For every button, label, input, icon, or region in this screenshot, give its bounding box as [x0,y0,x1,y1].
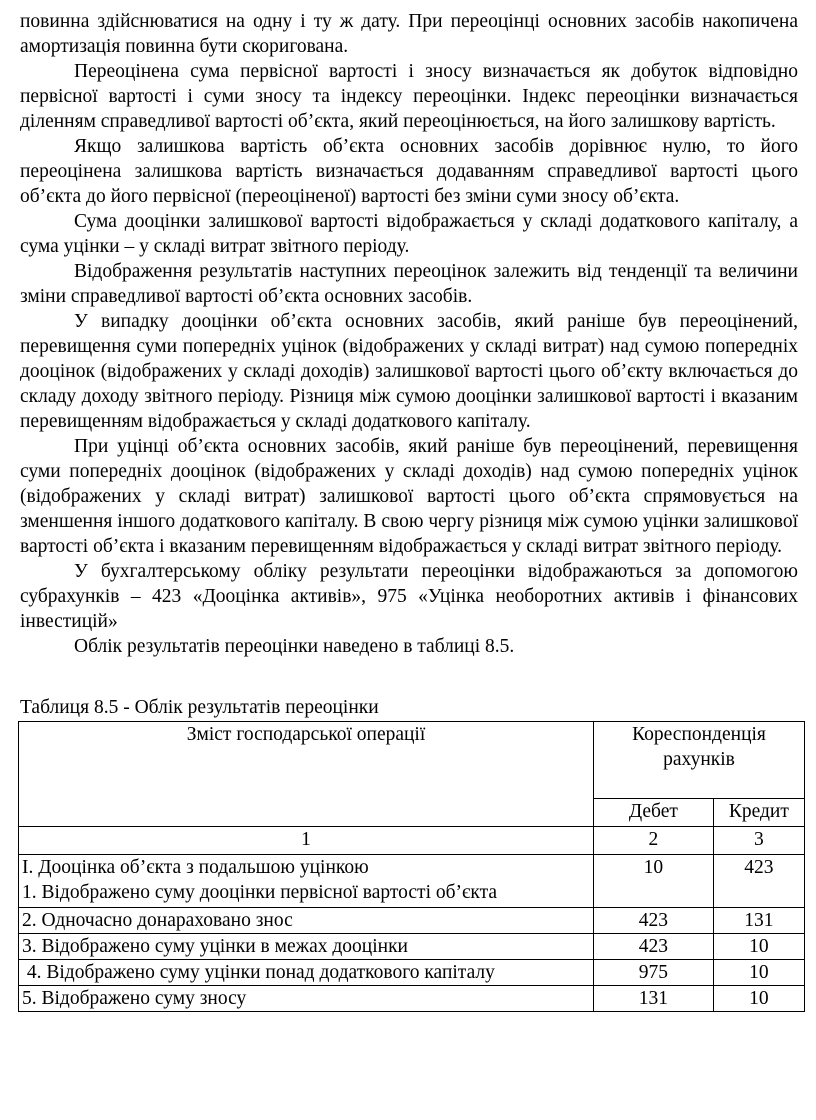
credit-cell: 131 [713,908,804,934]
operation-cell: 2. Одночасно донараховано знос [19,908,594,934]
debit-cell: 10 [594,855,714,908]
table-caption: Таблиця 8.5 - Облік результатів переоцінки [20,697,379,718]
column-number-3: 3 [713,827,804,855]
table-row [19,908,805,934]
document-page [20,9,798,1012]
operation-cell: 5. Відображено суму зносу [19,986,594,1012]
debit-cell: 423 [594,908,714,934]
header-operation-content: Зміст господарської операції [19,722,594,827]
header-debit: Дебет [594,799,714,827]
paragraph-subsequent-revaluations: Відображення результатів наступних переоцінок залежить від тенденції та величини зміни справедливої вартості об’єкта основних засобів. [20,261,798,307]
credit-cell: 423 [713,855,804,908]
header-credit: Кредит [713,799,804,827]
section-heading: І. Дооцінка об’єкта з подальшою уцінкою [22,857,369,878]
operation-cell: 3. Відображено суму уцінки в межах дооцінки [19,934,594,960]
debit-cell: 975 [594,960,714,986]
table-row [19,986,805,1012]
table-row [19,855,805,908]
credit-cell: 10 [713,986,804,1012]
table-header-row [19,722,805,799]
debit-cell: 131 [594,986,714,1012]
paragraph-revalued-amount: Переоцінена сума первісної вартості і зносу визначається як добуток відповідно первісної вартості і суми зносу та індексу переоцінки. Індекс переоцінки визначається діленням справедливої вартості об’єкта, який переоцінюється, на його залишкову вартість. [20,61,798,132]
column-number-2: 2 [594,827,714,855]
paragraph-revaluation-surplus: Сума дооцінки залишкової вартості відображається у складі додаткового капіталу, а сума уцінки – у складі витрат звітного періоду. [20,211,798,257]
table-row [19,960,805,986]
debit-cell: 423 [594,934,714,960]
table-row [19,934,805,960]
revaluation-table [18,721,805,1012]
credit-cell: 10 [713,960,804,986]
paragraph-upward-revaluation: У випадку дооцінки об’єкта основних засобів, який раніше був переоцінений, перевищення суми попередніх уцінок (відображених у складі витрат) над сумою попередніх дооцінок (відображених у складі доходів) залишкової вартості цього об’єкту включається до складу доходу звітного періоду. Різниця між сумою дооцінки залишкової вартості і вказаним перевищенням відображається у складі додаткового капіталу. [20,311,798,432]
header-correspondence: Кореспонденція рахунків [594,722,805,799]
paragraph-downward-revaluation: При уцінці об’єкта основних засобів, який раніше був переоцінений, перевищення суми попередніх дооцінок (відображених у складі доходів) над сумою попередніх уцінок (відображених у складі витрат) залишкової вартості цього об’єкта спрямовується на зменшення іншого додаткового капіталу. В свою чергу різниця між сумою уцінки залишкової вартості об’єкта і вказаним перевищенням відображається у складі витрат звітного періоду. [20,436,798,557]
operation-cell: 4. Відображено суму уцінки понад додаткового капіталу [19,960,594,986]
paragraph-zero-residual: Якщо залишкова вартість об’єкта основних засобів дорівнює нулю, то його переоцінена залишкова вартість визначається додаванням справедливої вартості цього об’єкта до його первісної (переоціненої) вартості без зміни суми зносу об’єкта. [20,136,798,207]
paragraph-subaccounts: У бухгалтерському обліку результати переоцінки відображаються за допомогою субрахунків – 423 «Дооцінка активів», 975 «Уцінка необоротних активів і фінансових інвестицій» [20,561,798,632]
column-number-1: 1 [19,827,594,855]
credit-cell: 10 [713,934,804,960]
paragraph-table-reference: Облік результатів переоцінки наведено в таблиці 8.5. [74,636,515,657]
paragraph-continuation: повинна здійснюватися на одну і ту ж дату. При переоцінці основних засобів накопичена амортизація повинна бути скоригована. [20,11,798,57]
operation-text: 1. Відображено суму дооцінки первісної вартості об’єкта [22,882,498,903]
table-numbering-row [19,827,805,855]
operation-cell [19,855,594,908]
